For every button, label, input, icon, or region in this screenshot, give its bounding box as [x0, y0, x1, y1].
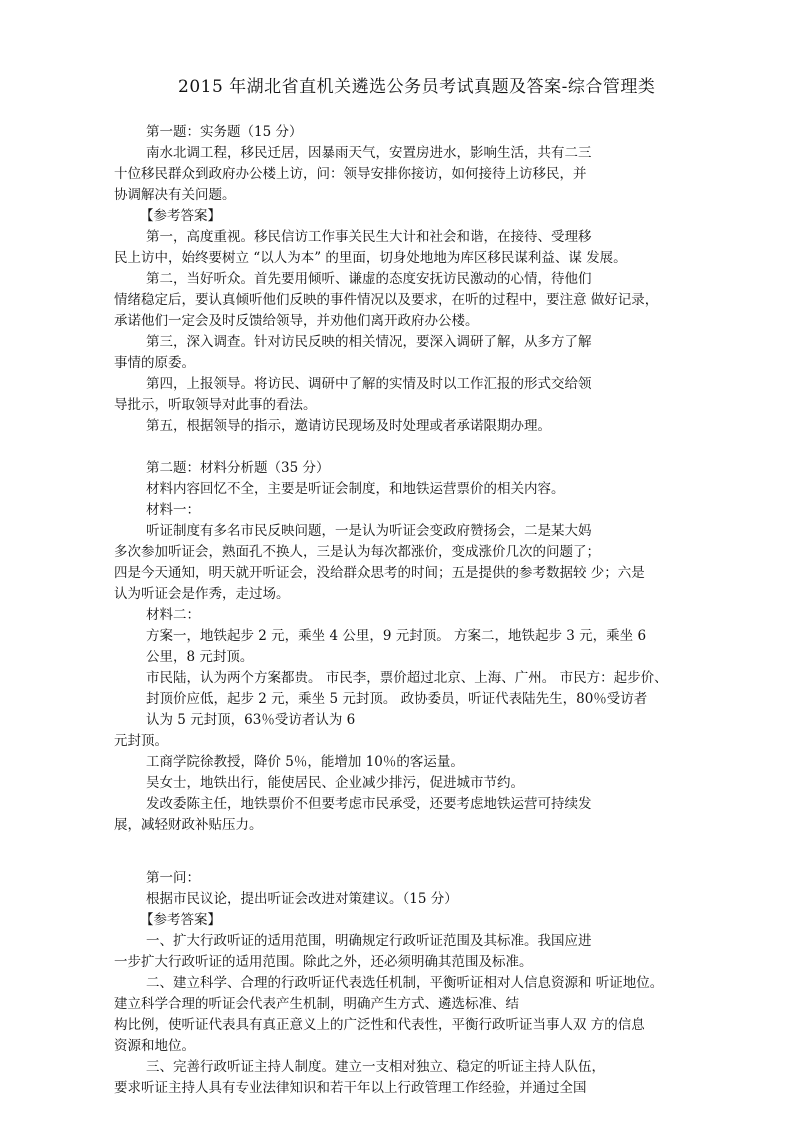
- text-line: 封顶价应低，起步 2 元，乘坐 5 元封顶。 政协委员，听证代表陆先生，80％受访者: [146, 691, 648, 707]
- text-line: 四是今天通知，明天就开听证会，没给群众思考的时间；五是提供的参考数据较 少；六是: [114, 565, 645, 581]
- text-line: 认为 5 元封顶，63％受访者认为 6: [146, 712, 356, 728]
- text-line: 承诺他们一定会及时反馈给领导，并劝他们离开政府办公楼。: [114, 313, 479, 329]
- text-line: 导批示，听取领导对此事的看法。: [114, 397, 317, 413]
- text-line: 第二，当好听众。首先要用倾听、谦虚的态度安抚访民激动的心情，待他们: [146, 271, 592, 287]
- section-heading: 第二题：材料分析题（35 分）: [146, 460, 330, 476]
- text-line: 公里，8 元封顶。: [146, 649, 254, 665]
- text-line: 吴女士，地铁出行，能使居民、企业减少排污，促进城市节约。: [146, 775, 524, 791]
- text-line: 发改委陈主任，地铁票价不但要考虑市民承受，还要考虑地铁运营可持续发: [146, 796, 592, 812]
- text-line: 二、建立科学、合理的行政听证代表选任机制，平衡听证相对人信息资源和 听证地位。: [146, 975, 664, 991]
- text-line: 一、扩大行政听证的适用范围，明确规定行政听证范围及其标准。我国应进: [146, 933, 592, 949]
- text-line: 建立科学合理的听证会代表产生机制，明确产生方式、遴选标准、结: [114, 996, 519, 1012]
- document-title: 2015 年湖北省直机关遴选公务员考试真题及答案-综合管理类: [178, 77, 656, 97]
- text-line: 第三，深入调查。针对访民反映的相关情况，要深入调研了解，从多方了解: [146, 334, 592, 350]
- text-line: 南水北调工程，移民迁居，因暴雨天气，安置房进水，影响生活，共有二三: [146, 145, 592, 161]
- text-line: 民上访中，始终要树立 “以人为本” 的里面，切身处地地为库区移民谋利益、谋 发展。: [114, 250, 627, 266]
- text-line: 协调解决有关问题。: [114, 187, 236, 203]
- text-line: 十位移民群众到政府办公楼上访，问：领导安排你接访，如何接待上访移民，并: [114, 166, 587, 182]
- text-line: 材料内容回忆不全，主要是听证会制度，和地铁运营票价的相关内容。: [146, 481, 565, 497]
- text-line: 市民陆，认为两个方案都贵。 市民李，票价超过北京、上海、广州。 市民方：起步价、: [146, 670, 668, 686]
- text-line: 认为听证会是作秀，走过场。: [114, 586, 290, 602]
- text-line: 材料一：: [146, 502, 200, 518]
- text-line: 根据市民议论，提出听证会改进对策建议。（15 分）: [146, 891, 458, 907]
- text-line: 第五，根据领导的指示，邀请访民现场及时处理或者承诺限期办理。: [146, 418, 551, 434]
- text-line: 工商学院徐教授，降价 5％，能增加 10％的客运量。: [146, 754, 464, 770]
- answer-heading: 【参考答案】: [140, 208, 221, 224]
- text-line: 一步扩大行政听证的适用范围。除此之外，还必须明确其范围及标准。: [114, 954, 533, 970]
- text-line: 事情的原委。: [114, 355, 195, 371]
- text-line: 方案一，地铁起步 2 元，乘坐 4 公里，9 元封顶。 方案二，地铁起步 3 元，乘坐 6: [146, 628, 647, 644]
- text-line: 构比例，使听证代表具有真正意义上的广泛性和代表性，平衡行政听证当事人双 方的信息: [114, 1017, 645, 1033]
- text-line: 听证制度有多名市民反映问题，一是认为听证会变政府赞扬会，二是某大妈: [146, 523, 592, 539]
- text-line: 要求听证主持人具有专业法律知识和若干年以上行政管理工作经验，并通过全国: [114, 1080, 587, 1096]
- text-line: 情绪稳定后，要认真倾听他们反映的事件情况以及要求，在听的过程中，要注意 做好记录，: [114, 292, 659, 308]
- text-line: 多次参加听证会，熟面孔不换人，三是认为每次都涨价，变成涨价几次的问题了；: [114, 544, 600, 560]
- section-heading: 第一题：实务题（15 分）: [146, 124, 303, 140]
- text-line: 第四，上报领导。将访民、调研中了解的实情及时以工作汇报的形式交给领: [146, 376, 592, 392]
- text-line: 展，减轻财政补贴压力。: [114, 817, 263, 833]
- answer-heading: 【参考答案】: [140, 912, 221, 928]
- text-line: 三、完善行政听证主持人制度。建立一支相对独立、稳定的听证主持人队伍，: [146, 1059, 605, 1075]
- text-line: 元封顶。: [114, 733, 168, 749]
- text-line: 资源和地位。: [114, 1038, 195, 1054]
- text-line: 第一，高度重视。移民信访工作事关民生大计和社会和谐，在接待、受理移: [146, 229, 592, 245]
- text-line: 材料二：: [146, 607, 200, 623]
- question-heading: 第一问：: [146, 870, 200, 886]
